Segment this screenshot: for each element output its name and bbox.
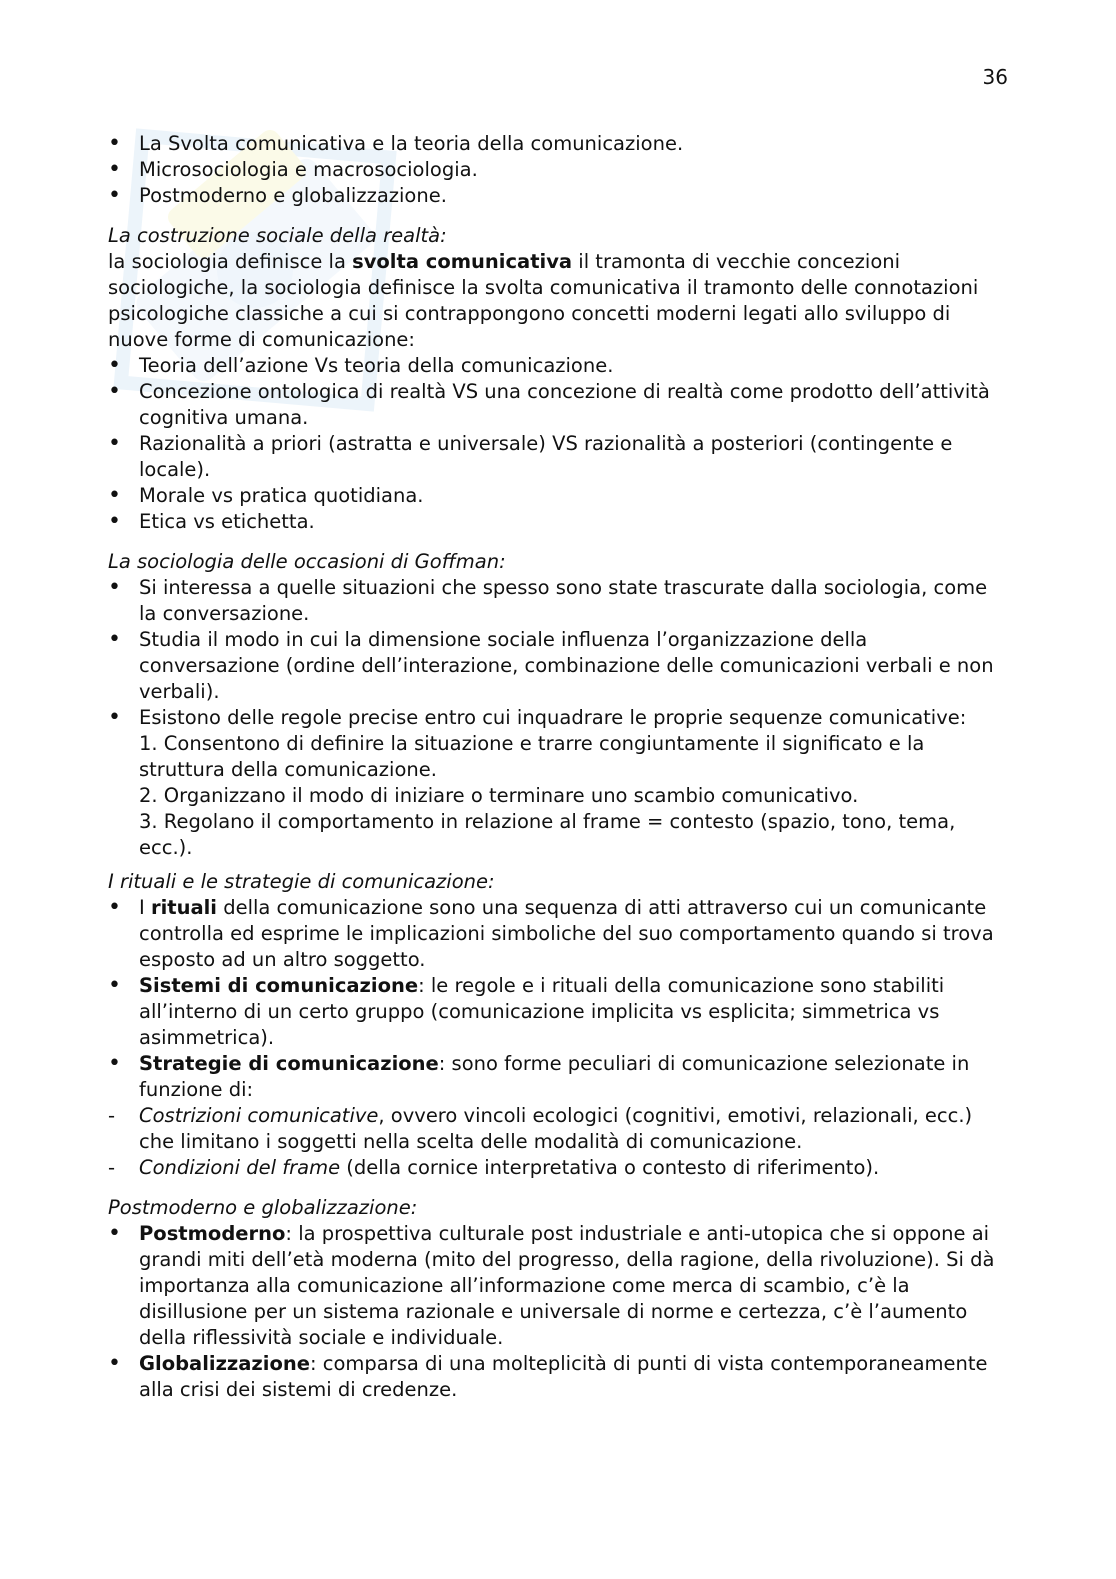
rules-intro: • Esistono delle regole precise entro cui inquadrare le proprie sequenze comunicative: [139, 706, 967, 729]
intro-item: • Microsociologia e macrosociologia. [108, 157, 1008, 183]
list-item [108, 705, 1008, 861]
contrast-list [108, 353, 1008, 535]
list-item: • Morale vs pratica quotidiana. [108, 483, 1008, 509]
section-heading-rituali: I rituali e le strategie di comunicazione: [108, 870, 495, 893]
intro-list [108, 131, 1008, 209]
bold-term: svolta comunicativa [352, 250, 573, 273]
list-item: • Razionalità a priori (astratta e universale) VS razionalità a posteriori (contingente e locale). [108, 431, 1008, 483]
bold-term: Strategie di comunicazione [139, 1052, 439, 1075]
section-heading-goffman: La sociologia delle occasioni di Goffman: [108, 550, 506, 573]
list-item: • Globalizzazione: comparsa di una molteplicità di punti di vista contemporaneamente alla crisi dei sistemi di credenze. [108, 1351, 1008, 1403]
dash-item: - Condizioni del frame (della cornice interpretativa o contesto di riferimento). [108, 1155, 1008, 1181]
list-item: • Teoria dell’azione Vs teoria della comunicazione. [108, 353, 1008, 379]
rule-line: 1. Consentono di definire la situazione e trarre congiuntamente il significato e la struttura della comunicazione. [139, 732, 925, 781]
intro-item: • Postmoderno e globalizzazione. [108, 183, 1008, 209]
list-item: • Si interessa a quelle situazioni che spesso sono state trascurate dalla sociologia, come la conversazione. [108, 575, 1008, 627]
section-heading-costruzione-sociale: La costruzione sociale della realtà: [108, 224, 447, 247]
list-item: • Sistemi di comunicazione: le regole e i rituali della comunicazione sono stabiliti all’interno di un certo gruppo (comunicazione implicita vs esplicita; simmetrica vs asimmetrica). [108, 973, 1008, 1051]
list-item: • Postmoderno: la prospettiva culturale post industriale e anti-utopica che si oppone ai grandi miti dell’età moderna (mito del progresso, della ragione, della rivoluzione). Si dà importanza alla comunicazione all’informazione come merca di scambio, c’è la disillusione per un sistema razionale e universale di norme e certezza, c’è l’aumento della riflessività sociale e individuale. [108, 1221, 1008, 1351]
bold-term: Globalizzazione [139, 1352, 310, 1375]
rituali-list [108, 895, 1008, 1103]
goffman-list [108, 575, 1008, 705]
rules-list [108, 705, 1008, 861]
italic-term: Condizioni del frame [139, 1156, 341, 1179]
list-item: • Studia il modo in cui la dimensione sociale influenza l’organizzazione della conversazione (ordine dell’interazione, combinazione delle comunicazioni verbali e non verbali). [108, 627, 1008, 705]
section-paragraph: la sociologia definisce la svolta comunicativa il tramonta di vecchie concezioni sociologiche, la sociologia definisce la svolta comunicativa il tramonto delle connotazioni psicologiche classiche a cui si contrappongono concetti moderni legati allo sviluppo di nuove forme di comunicazione: [108, 250, 979, 351]
list-item: • I rituali della comunicazione sono una sequenza di atti attraverso cui un comunicante controlla ed esprime le implicazioni simboliche del suo comportamento quando si trova esposto ad un altro soggetto. [108, 895, 1008, 973]
list-item: • Etica vs etichetta. [108, 509, 1008, 535]
list-item: • Concezione ontologica di realtà VS una concezione di realtà come prodotto dell’attività cognitiva umana. [108, 379, 1008, 431]
bold-term: Sistemi di comunicazione [139, 974, 419, 997]
strategie-dash-list [108, 1103, 1008, 1181]
intro-item: • La Svolta comunicativa e la teoria della comunicazione. [108, 131, 1008, 157]
bold-term: rituali [150, 896, 217, 919]
italic-term: Costrizioni comunicative [139, 1104, 379, 1127]
page-number: 36 [982, 65, 1008, 89]
bold-term: Postmoderno [139, 1222, 286, 1245]
document-body [108, 131, 1008, 1403]
section-heading-postmoderno: Postmoderno e globalizzazione: [108, 1196, 418, 1219]
rule-line: 2. Organizzano il modo di iniziare o terminare uno scambio comunicativo. [139, 784, 859, 807]
rule-line: 3. Regolano il comportamento in relazione al frame = contesto (spazio, tono, tema, ecc.). [139, 810, 956, 859]
postmoderno-list [108, 1221, 1008, 1403]
list-item: • Strategie di comunicazione: sono forme peculiari di comunicazione selezionate in funzione di: [108, 1051, 1008, 1103]
dash-item: - Costrizioni comunicative, ovvero vincoli ecologici (cognitivi, emotivi, relazionali, ecc.) che limitano i soggetti nella scelta delle modalità di comunicazione. [108, 1103, 1008, 1155]
